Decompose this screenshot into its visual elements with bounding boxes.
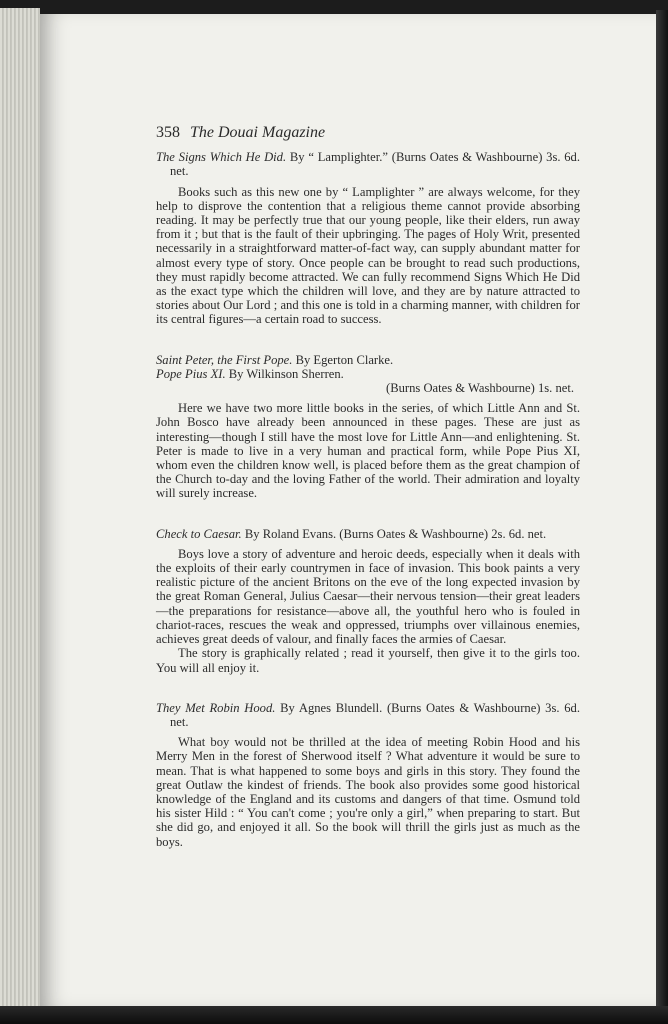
- book-page-edges: [0, 8, 40, 1008]
- review-paragraph: Here we have two more little books in the series, of which Little Ann and St. John Bosco have already been announced in these pages. These are just as interesting—though I still have the most love for Little Ann—and enlightening. St. Peter is made to live in a very human and practical form, while Pope Pius XI, whom even the children know well, is placed before them as the great champion of the Church to-day and the loving Father of the world. Their admiration and loyalty will surely increase.: [156, 401, 580, 501]
- page-content: [156, 126, 580, 875]
- review-signs-which-he-did: [156, 150, 580, 326]
- bottom-edge: [0, 1006, 668, 1024]
- book-title: Check to Caesar.: [156, 526, 242, 541]
- review-heading: [156, 150, 580, 178]
- book-details: By “ Lamplighter.” (Burns Oates & Washbourne) 3s. 6d. net.: [170, 150, 580, 179]
- publisher-price: (Burns Oates & Washbourne) 1s. net.: [386, 381, 574, 396]
- review-paragraph: Books such as this new one by “ Lamplighter ” are always welcome, for they help to disprove the contention that a religious theme cannot provide absorbing reading. It may be perfectly true that our young people, like their elders, run away from it ; but that is the fault of their upbringing. The pages of Holy Writ, presented necessarily in a straightforward matter-of-fact way, can supply abundant matter for almost every type of story. Once people can be brought to read such productions, they must rapidly become attracted. We can fully recommend Signs Which He Did as the exact type which the children will love, and they are by nature attracted to stories about Our Lord ; and this one is told in a charming manner, with children for its central figures—a certain road to success.: [156, 184, 580, 327]
- magazine-title: The Douai Magazine: [190, 124, 326, 141]
- review-paragraph: Boys love a story of adventure and heroic deeds, especially when it deals with the exploits of their early countrymen in face of invasion. This book paints a very realistic picture of the ancient Britons on the eve of the long expected invasion by the great Roman General, Julius Caesar—their nervous tension—their great leaders—the preparations for resistance—above all, the youthful hero who is fouled in chariot-races, rescues the weak and oppressed, triumphs over villainous enemies, achieves great deeds of valour, and finally faces the armies of Caesar.: [156, 546, 580, 647]
- book-title: Saint Peter, the First Pope.: [156, 352, 293, 367]
- book-title: They Met Robin Hood.: [156, 700, 276, 715]
- right-binding-edge: [656, 10, 668, 1010]
- review-heading: [156, 353, 580, 396]
- book-title-2: Pope Pius XI.: [156, 366, 226, 381]
- review-saint-peter: [156, 353, 580, 501]
- review-they-met-robin-hood: [156, 701, 580, 849]
- book-details-2: By Wilkinson Sherren.: [228, 366, 344, 381]
- review-check-to-caesar: [156, 527, 580, 675]
- review-paragraph: The story is graphically related ; read it yourself, then give it to the girls too. You will all enjoy it.: [156, 646, 580, 675]
- book-title: The Signs Which He Did.: [156, 150, 287, 165]
- running-head: [156, 126, 580, 140]
- review-heading: [156, 527, 580, 541]
- book-details: By Roland Evans. (Burns Oates & Washbourne) 2s. 6d. net.: [244, 526, 547, 541]
- book-details: By Egerton Clarke.: [295, 352, 394, 367]
- book-details: By Agnes Blundell. (Burns Oates & Washbourne) 3s. 6d. net.: [170, 700, 580, 729]
- review-heading: [156, 701, 580, 729]
- review-paragraph: What boy would not be thrilled at the idea of meeting Robin Hood and his Merry Men in the forest of Sherwood itself ? What adventure it would be sure to mean. That is what happened to some boys and girls in this story. They found the great Outlaw the kindest of friends. The book also provides some good historical knowledge of the England and its customs and dangers of that time. Osmund told his sister Hild : “ You can't come ; you're only a girl,” when preparing to start. But she did go, and enjoyed it all. So the book will thrill the girls just as much as the boys.: [156, 735, 580, 849]
- page-number: 358: [156, 124, 180, 141]
